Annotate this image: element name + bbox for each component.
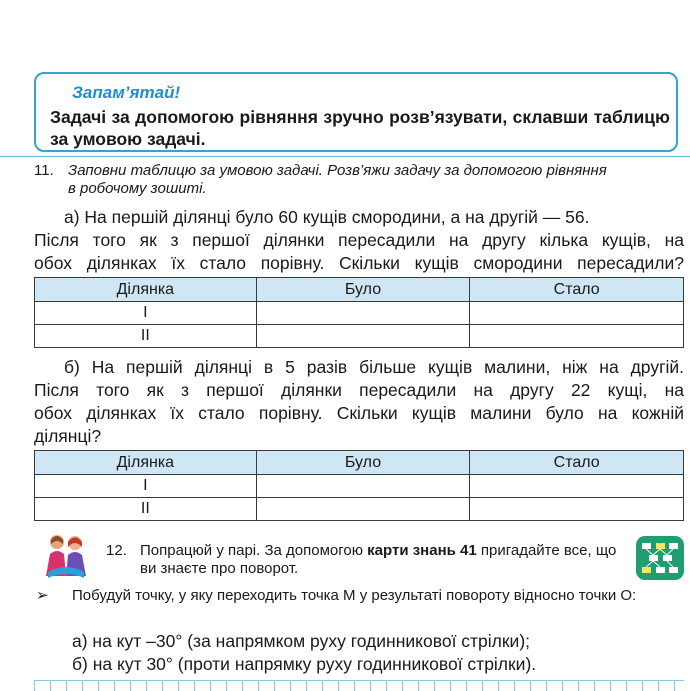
part-b-line2: Після того як з першої ділянки пересадили на другу 22 кущі, на bbox=[34, 380, 684, 400]
table-b bbox=[34, 450, 684, 521]
divider bbox=[0, 156, 690, 157]
table-b-header-row bbox=[35, 451, 684, 475]
table-a-cell-plot-2: II bbox=[35, 325, 257, 348]
table-a-header-was: Було bbox=[256, 278, 470, 302]
table-a-cell-became-1[interactable] bbox=[470, 302, 684, 325]
table-a bbox=[34, 277, 684, 348]
task-11-heading bbox=[68, 162, 684, 198]
table-b-cell-became-1[interactable] bbox=[470, 475, 684, 498]
task-12-text-start: Попрацюй у парі. За допомогою bbox=[140, 542, 368, 559]
task-11-part-b bbox=[34, 356, 684, 448]
remember-text: Задачі за допомогою рівняння зручно розв’язувати, склавши таблицю за умовою задачі. bbox=[50, 107, 670, 149]
remember-title: Запам’ятай! bbox=[72, 83, 181, 102]
table-b-cell-plot-1: I bbox=[35, 475, 257, 498]
task-12-number: 12. bbox=[106, 542, 127, 559]
squared-paper-grid bbox=[34, 680, 684, 691]
bullet-arrow-icon: ➢ bbox=[36, 587, 49, 604]
table-a-cell-plot-1: I bbox=[35, 302, 257, 325]
knowledge-map-icon[interactable] bbox=[636, 536, 684, 585]
task-12-item-b: б) на кут 30° (проти напрямку руху годинникової стрілки). bbox=[72, 654, 537, 674]
task-12-bullet-text: Побудуй точку, у яку переходить точка M у результаті повороту відносно точки O: bbox=[72, 587, 637, 604]
task-12-item-a: а) на кут –30° (за напрямком руху годинникової стрілки); bbox=[72, 631, 531, 651]
table-a-cell-became-2[interactable] bbox=[470, 325, 684, 348]
task-11-number: 11. bbox=[34, 162, 54, 179]
table-a-header-plot: Ділянка bbox=[35, 278, 257, 302]
table-b-cell-became-2[interactable] bbox=[470, 498, 684, 521]
table-b-cell-was-2[interactable] bbox=[256, 498, 470, 521]
table-b-header-was: Було bbox=[256, 451, 470, 475]
task-12-text-end: пригадайте все, що ви знаєте про поворот. bbox=[140, 542, 617, 577]
part-b-line3: обох ділянках їх стало порівну. Скільки кущів малини було на кожній bbox=[34, 403, 684, 423]
table-row bbox=[35, 325, 684, 348]
task-11-heading-line1: Заповни таблицю за умовою задачі. Розв’яжи задачу за допомогою рівняння bbox=[68, 162, 607, 179]
remember-box bbox=[34, 72, 678, 152]
table-row bbox=[35, 498, 684, 521]
table-a-header-became: Стало bbox=[470, 278, 684, 302]
table-a-cell-was-1[interactable] bbox=[256, 302, 470, 325]
part-a-line2: Після того як з першої ділянки пересадили на другу кілька кущів, на bbox=[34, 230, 684, 250]
part-a-line3: обох ділянках їх стало порівну. Скільки кущів смородини пересадили? bbox=[34, 253, 684, 273]
part-b-line4: ділянці? bbox=[34, 426, 102, 446]
table-b-cell-plot-2: II bbox=[35, 498, 257, 521]
task-11-heading-line2: в робочому зошиті. bbox=[68, 180, 207, 197]
part-b-line1: б) На першій ділянці в 5 разів більше кущів малини, ніж на другій. bbox=[64, 357, 684, 377]
table-row bbox=[35, 475, 684, 498]
knowledge-map-link[interactable]: карти знань 41 bbox=[367, 542, 477, 559]
part-a-line1: а) На першій ділянці було 60 кущів смородини, а на другій — 56. bbox=[64, 207, 590, 227]
table-b-header-became: Стало bbox=[470, 451, 684, 475]
table-b-header-plot: Ділянка bbox=[35, 451, 257, 475]
pair-work-icon bbox=[40, 532, 92, 585]
task-11-part-a bbox=[34, 206, 684, 275]
task-12-text bbox=[140, 542, 624, 578]
table-b-cell-was-1[interactable] bbox=[256, 475, 470, 498]
table-row bbox=[35, 302, 684, 325]
table-a-cell-was-2[interactable] bbox=[256, 325, 470, 348]
table-a-header-row bbox=[35, 278, 684, 302]
